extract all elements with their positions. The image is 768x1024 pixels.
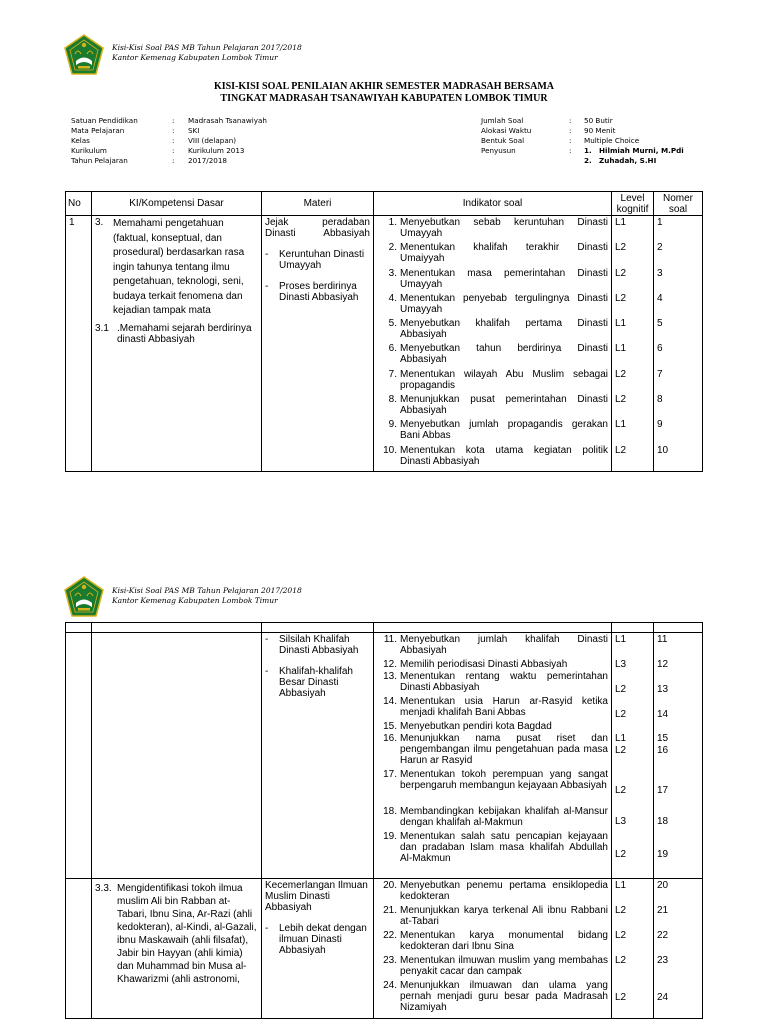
nomer-value: 14 <box>657 709 669 720</box>
penyusun-name: Hilmiah Murni, M.Pdi <box>599 146 684 155</box>
cell-level <box>612 216 654 472</box>
indicator-text: Memilih periodisasi Dinasti Abbasiyah <box>400 659 568 670</box>
nomer-value: 7 <box>657 368 663 380</box>
nomer-value: 5 <box>657 318 663 330</box>
info-colon: : <box>569 146 572 155</box>
indicator-num: 17. <box>383 769 397 780</box>
indicator-num: 24. <box>383 980 397 991</box>
header-level: Level kognitif <box>612 192 654 216</box>
indicator-item <box>377 445 608 470</box>
info-row <box>71 116 267 126</box>
level-value: L2 <box>615 785 627 796</box>
info-label: Satuan Pendidikan <box>71 116 138 125</box>
nomer-value: 11 <box>657 634 668 645</box>
info-row <box>71 126 267 136</box>
info-colon: : <box>172 146 175 155</box>
info-colon: : <box>569 116 572 125</box>
indicator-text: Menyebutkan sebab keruntuhan Dinasti Umayyah <box>400 217 608 239</box>
document-page-2 <box>0 560 768 1024</box>
indicator-text: Menentukan salah satu pencapian kejayaan dan pradaban Islam masa khalifah Abdullah Al-Makmun <box>400 831 608 864</box>
cell-level <box>612 633 654 879</box>
nomer-value: 3 <box>657 267 663 279</box>
indicator-num: 13. <box>383 671 397 682</box>
info-value: SKI <box>188 126 200 135</box>
materi-dash: - <box>265 281 269 292</box>
level-value: L3 <box>615 816 627 827</box>
cell-no <box>66 879 92 1019</box>
level-value: L2 <box>615 709 627 720</box>
info-label: Bentuk Soal <box>481 136 525 145</box>
indicator-num: 8. <box>388 394 397 406</box>
indicator-item <box>377 419 608 444</box>
level-value: L2 <box>615 930 627 941</box>
info-label: Tahun Pelajaran <box>71 156 128 165</box>
indicator-item <box>377 671 608 696</box>
info-value: Madrasah Tsanawiyah <box>188 116 267 125</box>
indicator-text: Menunjukkan nama pusat riset dan pengembangan ilmu pengetahuan pada masa Harun ar Rasyid <box>400 733 608 766</box>
info-left-block <box>71 116 267 166</box>
penyusun-num: 2. <box>584 156 592 165</box>
info-label: Jumlah Soal <box>481 116 524 125</box>
kemenag-logo <box>62 34 106 78</box>
indicator-num: 5. <box>388 318 397 330</box>
materi-item-text: Khalifah-khalifah Besar Dinasti Abbasiyah <box>279 666 353 699</box>
materi-main: Kecemerlangan Ilmuan Muslim Dinasti Abbasiyah <box>265 880 368 913</box>
nomer-value: 20 <box>657 880 669 891</box>
level-value: L1 <box>615 217 627 228</box>
nomer-value: 21 <box>657 905 669 916</box>
materi-dash: - <box>265 249 269 260</box>
level-value: L2 <box>615 267 627 279</box>
indicator-num: 16. <box>383 733 397 744</box>
indicator-item <box>377 268 608 293</box>
info-row <box>71 136 267 146</box>
nomer-value: 15 <box>657 733 669 744</box>
info-row-penyusun <box>481 146 684 156</box>
info-colon: : <box>569 126 572 135</box>
nomer-value: 22 <box>657 930 669 941</box>
level-value: L1 <box>615 419 627 431</box>
indicator-num: 1. <box>388 217 397 228</box>
info-value: Kurikulum 2013 <box>188 146 245 155</box>
header-indikator: Indikator soal <box>374 192 612 216</box>
info-label: Penyusun <box>481 146 516 155</box>
nomer-value: 6 <box>657 343 663 355</box>
info-right-block <box>481 116 684 166</box>
indicator-text: Menyebutkan jumlah khalifah Dinasti Abbasiyah <box>400 634 608 656</box>
penyusun-num: 1. <box>584 146 592 155</box>
cell-nomer <box>654 879 703 1019</box>
header-materi: Materi <box>262 192 374 216</box>
indicator-num: 11. <box>383 634 397 645</box>
indicator-item <box>377 634 608 659</box>
info-row <box>481 136 684 146</box>
cell-ki <box>92 633 262 879</box>
nomer-value: 9 <box>657 419 663 431</box>
indicator-item <box>377 369 608 394</box>
nomer-value: 1 <box>657 217 663 228</box>
level-value: L1 <box>615 634 627 645</box>
kemenag-logo-icon <box>62 576 106 620</box>
indicator-item <box>377 659 608 671</box>
indicator-item <box>377 721 608 733</box>
indicator-num: 21. <box>383 905 397 916</box>
indicator-item <box>377 831 608 868</box>
level-value: L2 <box>615 955 627 966</box>
indicator-text: Menunjukkan karya terkenal Ali ibnu Rabbani at-Tabari <box>400 905 608 927</box>
indicator-item <box>377 343 608 368</box>
info-value: 50 Butir <box>584 116 613 125</box>
indicator-text: Menentukan rentang waktu pemerintahan Dinasti Abbasiyah <box>400 671 608 693</box>
info-colon: : <box>172 126 175 135</box>
header-nomer: Nomer soal <box>654 192 703 216</box>
indicator-num: 20. <box>383 880 397 891</box>
indicator-item <box>377 955 608 980</box>
level-value: L3 <box>615 659 627 670</box>
kd-text: Mengidentifikasi tokoh ilmua muslim Ali bin Rabban at-Tabari, Ibnu Sina, Ar-Razi (ahli kedokteran), al-Kindi, al-Gazali, ibnu Maskawaih (ahli filsafat), Jabir bin Hayyan (ahli kimia) dan Muhammad bin Musa al-Khawarizmi (ahli astronomi, <box>117 883 257 985</box>
cell-no: 1 <box>66 216 92 472</box>
header-line-1: Kisi-Kisi Soal PAS MB Tahun Pelajaran 2017/2018 <box>112 43 302 52</box>
materi-item-text: Keruntuhan Dinasti Umayyah <box>279 249 365 271</box>
info-label: Alokasi Waktu <box>481 126 532 135</box>
level-value: L2 <box>615 292 627 304</box>
indicator-text: Menyebutkan penemu pertama ensiklopedia kedokteran <box>400 880 608 902</box>
info-row <box>71 146 267 156</box>
indicator-num: 14. <box>383 696 397 707</box>
indicator-item <box>377 880 608 905</box>
cell-no <box>66 633 92 879</box>
indicator-num: 6. <box>388 343 397 355</box>
cell-materi <box>262 879 374 1019</box>
document-title-line-1: KISI-KISI SOAL PENILAIAN AKHIR SEMESTER MADRASAH BERSAMA <box>213 81 555 92</box>
indicator-text: Menentukan ilmuwan muslim yang membahas penyakit cacar dan campak <box>400 955 608 977</box>
level-value: L2 <box>615 992 627 1003</box>
penyusun-name: Zuhadah, S.HI <box>599 156 657 165</box>
nomer-value: 23 <box>657 955 669 966</box>
nomer-value: 24 <box>657 992 669 1003</box>
level-value: L2 <box>615 368 627 380</box>
kd-num: 3.3. <box>95 883 112 894</box>
nomer-value: 17 <box>657 785 669 796</box>
indicator-item <box>377 930 608 955</box>
indicator-text: Menentukan masa pemerintahan Dinasti Umayyah <box>400 267 608 290</box>
indicator-num: 15. <box>383 721 397 732</box>
nomer-value: 10 <box>657 444 669 456</box>
indicator-item <box>377 293 608 318</box>
kd-num: 3.1 <box>95 322 109 334</box>
cell-materi <box>262 216 374 472</box>
indicator-text: Menyebutkan pendiri kota Bagdad <box>400 721 552 732</box>
indicator-item <box>377 806 608 831</box>
materi-dash: - <box>265 666 269 677</box>
indicator-num: 19. <box>383 831 397 842</box>
indicator-text: Menentukan karya monumental bidang kedokteran dari Ibnu Sina <box>400 930 608 952</box>
materi-item-text: Proses berdirinya Dinasti Abbasiyah <box>279 281 359 303</box>
materi-item <box>265 634 370 656</box>
header-line-2: Kantor Kemenag Kabupaten Lombok Timur <box>112 596 278 605</box>
table-header-row <box>66 192 703 216</box>
indicator-text: Menyebutkan tahun berdirinya Dinasti Abbasiyah <box>400 343 608 366</box>
cell-level <box>612 879 654 1019</box>
table-row <box>66 633 703 879</box>
indicator-item <box>377 980 608 1016</box>
ki-main-num: 3. <box>95 217 104 228</box>
info-label: Kelas <box>71 136 90 145</box>
indicator-text: Menentukan khalifah terakhir Dinasti Umaiyyah <box>400 242 608 265</box>
table-row <box>66 879 703 1019</box>
indicator-num: 22. <box>383 930 397 941</box>
info-value: Multiple Choice <box>584 136 640 145</box>
indicator-num: 7. <box>388 368 397 380</box>
indicator-text: Menentukan penyebab tergulingnya Dinasti Umayyah <box>400 292 608 315</box>
kemenag-logo <box>62 576 106 620</box>
materi-item <box>265 281 370 303</box>
level-value: L2 <box>615 849 627 860</box>
indicator-num: 3. <box>388 267 397 279</box>
indicator-num: 12. <box>383 659 397 670</box>
indicator-item <box>377 217 608 242</box>
nomer-value: 4 <box>657 292 663 304</box>
indicator-item <box>377 318 608 343</box>
info-colon: : <box>172 156 175 165</box>
info-colon: : <box>569 136 572 145</box>
materi-dash: - <box>265 923 269 934</box>
indicator-num: 18. <box>383 806 397 817</box>
info-row <box>71 156 267 166</box>
indicator-num: 23. <box>383 955 397 966</box>
nomer-value: 8 <box>657 394 663 406</box>
header-ki: KI/Kompetensi Dasar <box>92 192 262 216</box>
indicator-num: 10. <box>383 444 397 456</box>
materi-main: Jejak peradaban Dinasti Abbasiyah <box>265 217 370 239</box>
document-page-1 <box>0 0 768 480</box>
cell-indikator <box>374 633 612 879</box>
indicator-text: Menunjukkan pusat pemerintahan Dinasti Abbasiyah <box>400 394 608 417</box>
indicator-item <box>377 394 608 419</box>
header-line-1: Kisi-Kisi Soal PAS MB Tahun Pelajaran 2017/2018 <box>112 586 302 595</box>
cell-ki <box>92 216 262 472</box>
cell-nomer <box>654 216 703 472</box>
indicator-text: Menunjukkan ilmuawan dan ulama yang pernah menjadi guru besar pada Madrasah Nizamiyah <box>400 980 608 1013</box>
cell-materi <box>262 633 374 879</box>
cell-nomer <box>654 633 703 879</box>
level-value: L2 <box>615 242 627 254</box>
nomer-value: 16 <box>657 745 669 756</box>
info-colon: : <box>172 116 175 125</box>
table-row <box>66 216 703 472</box>
cell-indikator <box>374 879 612 1019</box>
materi-item-text: Lebih dekat dengan ilmuan Dinasti Abbasiyah <box>279 923 367 956</box>
info-row <box>481 126 684 136</box>
kd-text: .Memahami sejarah berdirinya dinasti Abbasiyah <box>117 322 252 345</box>
info-value: 90 Menit <box>584 126 616 135</box>
level-value: L2 <box>615 684 627 695</box>
penyusun-person <box>584 156 656 166</box>
kd-item <box>95 323 258 345</box>
penyusun-person <box>584 146 684 156</box>
indicator-item <box>377 769 608 806</box>
cell-indikator <box>374 216 612 472</box>
indicator-num: 2. <box>388 242 397 254</box>
indicator-item <box>377 905 608 930</box>
indicator-text: Menentukan tokoh perempuan yang sangat berpengaruh membangun kejayaan Abbasiyah <box>400 769 608 791</box>
level-value: L2 <box>615 745 627 756</box>
materi-item <box>265 923 370 956</box>
materi-item <box>265 666 370 699</box>
table-blank-row <box>66 623 703 633</box>
level-value: L1 <box>615 733 627 744</box>
kemenag-logo-icon <box>62 34 106 78</box>
info-value: VIII (delapan) <box>188 136 237 145</box>
ki-main <box>95 217 258 319</box>
indicator-num: 9. <box>388 419 397 431</box>
materi-item-text: Silsilah Khalifah Dinasti Abbasiyah <box>279 634 359 656</box>
level-value: L2 <box>615 444 627 456</box>
nomer-value: 2 <box>657 242 663 254</box>
level-value: L1 <box>615 343 627 355</box>
header-no: No <box>66 192 92 216</box>
level-value: L2 <box>615 905 627 916</box>
header-line-2: Kantor Kemenag Kabupaten Lombok Timur <box>112 53 278 62</box>
info-row <box>481 116 684 126</box>
indicator-item <box>377 242 608 267</box>
materi-dash: - <box>265 634 269 645</box>
indicator-text: Menentukan kota utama kegiatan politik Dinasti Abbasiyah <box>400 444 608 467</box>
indicator-item <box>377 696 608 721</box>
indicator-text: Menyebutkan jumlah propagandis gerakan Bani Abbas <box>400 419 608 442</box>
indicator-text: Menentukan wilayah Abu Muslim sebagai propagandis <box>400 368 608 391</box>
level-value: L1 <box>615 880 627 891</box>
kd-item <box>95 882 258 986</box>
indicator-text: Membandingkan kebijakan khalifah al-Mansur dengan khalifah al-Makmun <box>400 806 608 828</box>
kisi-kisi-table-page-2 <box>65 622 703 1019</box>
indicator-num: 4. <box>388 292 397 304</box>
info-value: 2017/2018 <box>188 156 228 165</box>
nomer-value: 19 <box>657 849 669 860</box>
materi-item <box>265 249 370 271</box>
info-row-penyusun-2 <box>481 156 684 166</box>
info-colon: : <box>172 136 175 145</box>
cell-ki <box>92 879 262 1019</box>
indicator-item <box>377 733 608 769</box>
kisi-kisi-table-page-1 <box>65 191 703 472</box>
level-value: L2 <box>615 394 627 406</box>
info-label: Mata Pelajaran <box>71 126 125 135</box>
level-value: L1 <box>615 318 627 330</box>
indicator-text: Menyebutkan khalifah pertama Dinasti Abbasiyah <box>400 318 608 341</box>
nomer-value: 12 <box>657 659 669 670</box>
nomer-value: 13 <box>657 684 669 695</box>
nomer-value: 18 <box>657 816 669 827</box>
document-title-line-2: TINGKAT MADRASAH TSANAWIYAH KABUPATEN LOMBOK TIMUR <box>220 93 548 104</box>
indicator-text: Menentukan usia Harun ar-Rasyid ketika menjadi khalifah Bani Abbas <box>400 696 608 718</box>
ki-main-text: Memahami pengetahuan (faktual, konseptual, dan prosedural) berdasarkan rasa ingin tahunya tentang ilmu pengetahuan, teknologi, seni, budaya terkait fenomena dan kejadian tampak mata <box>113 218 245 316</box>
info-label: Kurikulum <box>71 146 107 155</box>
